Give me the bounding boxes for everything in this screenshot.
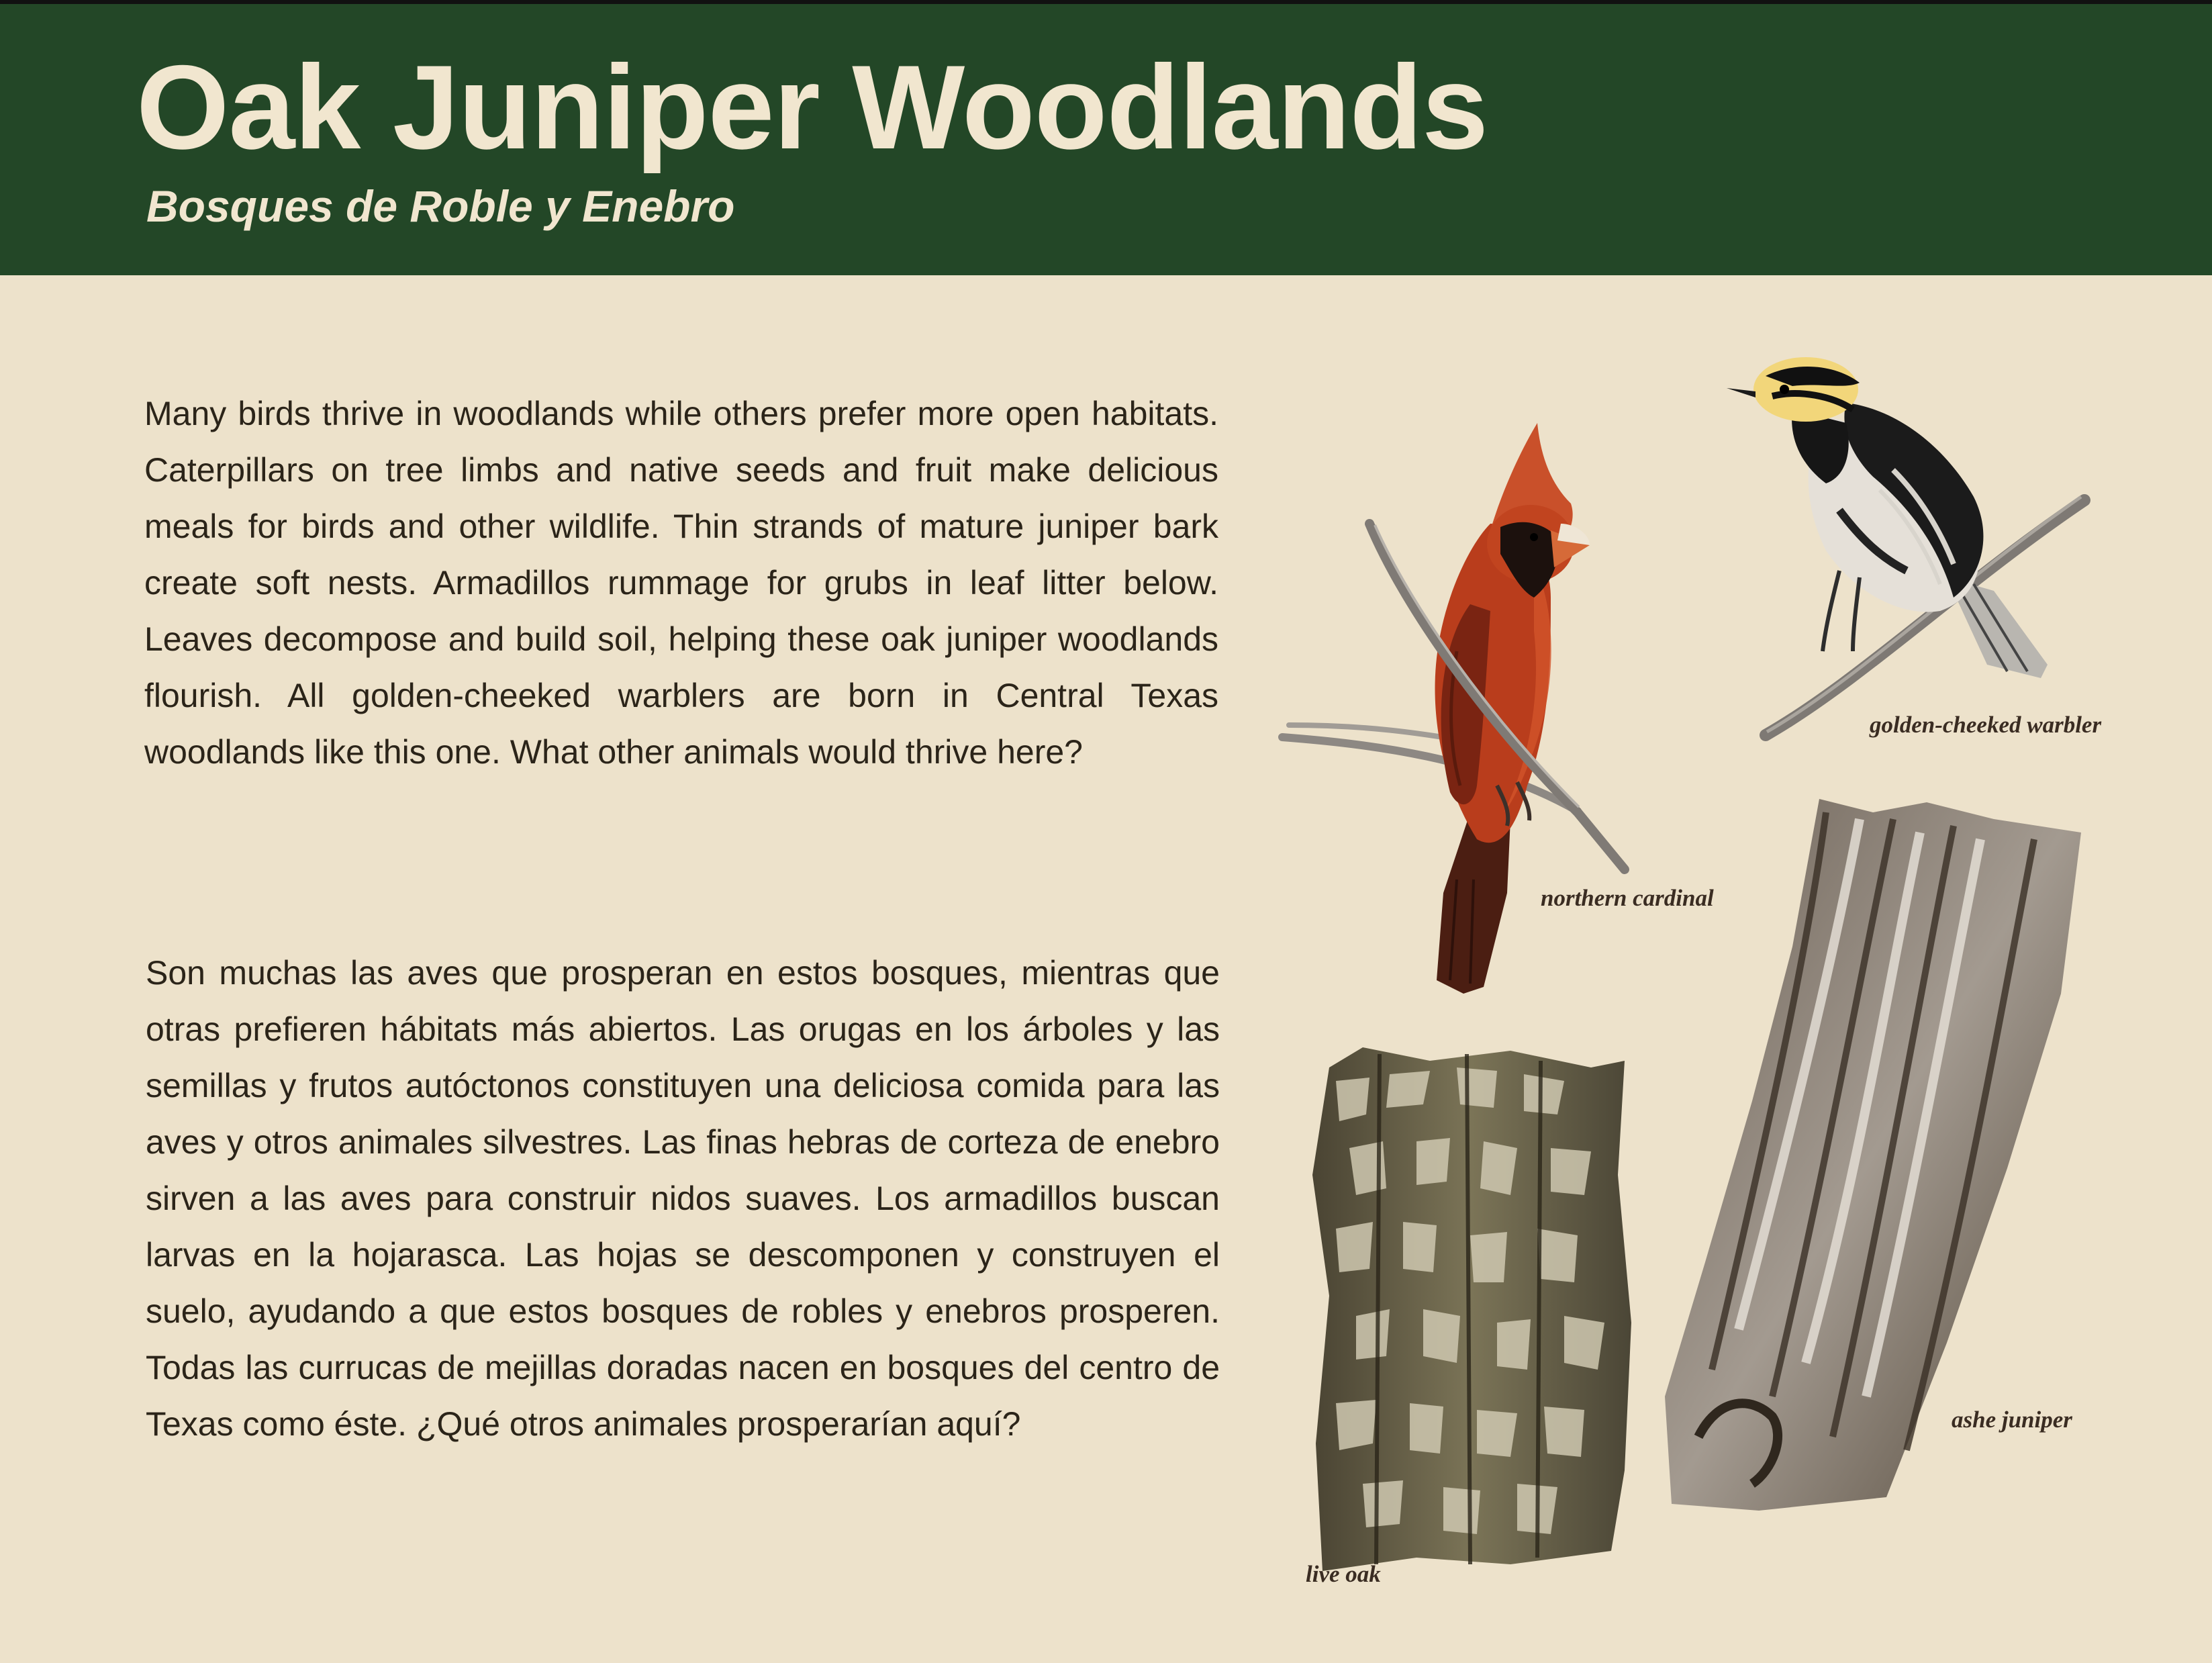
northern-cardinal-illustration <box>1269 410 1698 1007</box>
golden-cheeked-warbler-illustration <box>1725 349 2101 752</box>
live-oak-caption: live oak <box>1306 1561 1381 1587</box>
golden-cheeked-warbler-caption: golden-cheeked warbler <box>1870 712 2102 738</box>
page-subtitle: Bosques de Roble y Enebro <box>146 181 735 231</box>
page-title: Oak Juniper Woodlands <box>136 40 1488 174</box>
ashe-juniper-caption: ashe juniper <box>1952 1407 2072 1433</box>
northern-cardinal-caption: northern cardinal <box>1541 885 1714 911</box>
spanish-paragraph: Son muchas las aves que prosperan en estos bosques, mientras que otras prefieren hábitats más abiertos. Las orugas en los árboles y las semillas y frutos autóctonos constituyen una deliciosa comida para las aves y otros animales silvestres. Las finas hebras de corteza de enebro sirven a las aves para construir nidos suaves. Los armadillos buscan larvas en la hojarasca. Las hojas se descomponen y construyen el suelo, ayudando a que estos bosques de robles y enebros prosperen. Todas las currucas de mejillas doradas nacen en bosques del centro de Texas como éste. ¿Qué otros animales prosperarían aquí? <box>146 954 1220 1443</box>
live-oak-bark-illustration <box>1309 1041 1638 1571</box>
english-paragraph: Many birds thrive in woodlands while others prefer more open habitats. Caterpillars on tree limbs and native seeds and fruit make delicious meals for birds and other wildlife. Thin strands of mature juniper bark create soft nests. Armadillos rummage for grubs in leaf litter below. Leaves decompose and build soil, helping these oak juniper woodlands flourish. All golden-cheeked warblers are born in Central Texas woodlands like this one. What other animals would thrive here? <box>144 395 1218 771</box>
